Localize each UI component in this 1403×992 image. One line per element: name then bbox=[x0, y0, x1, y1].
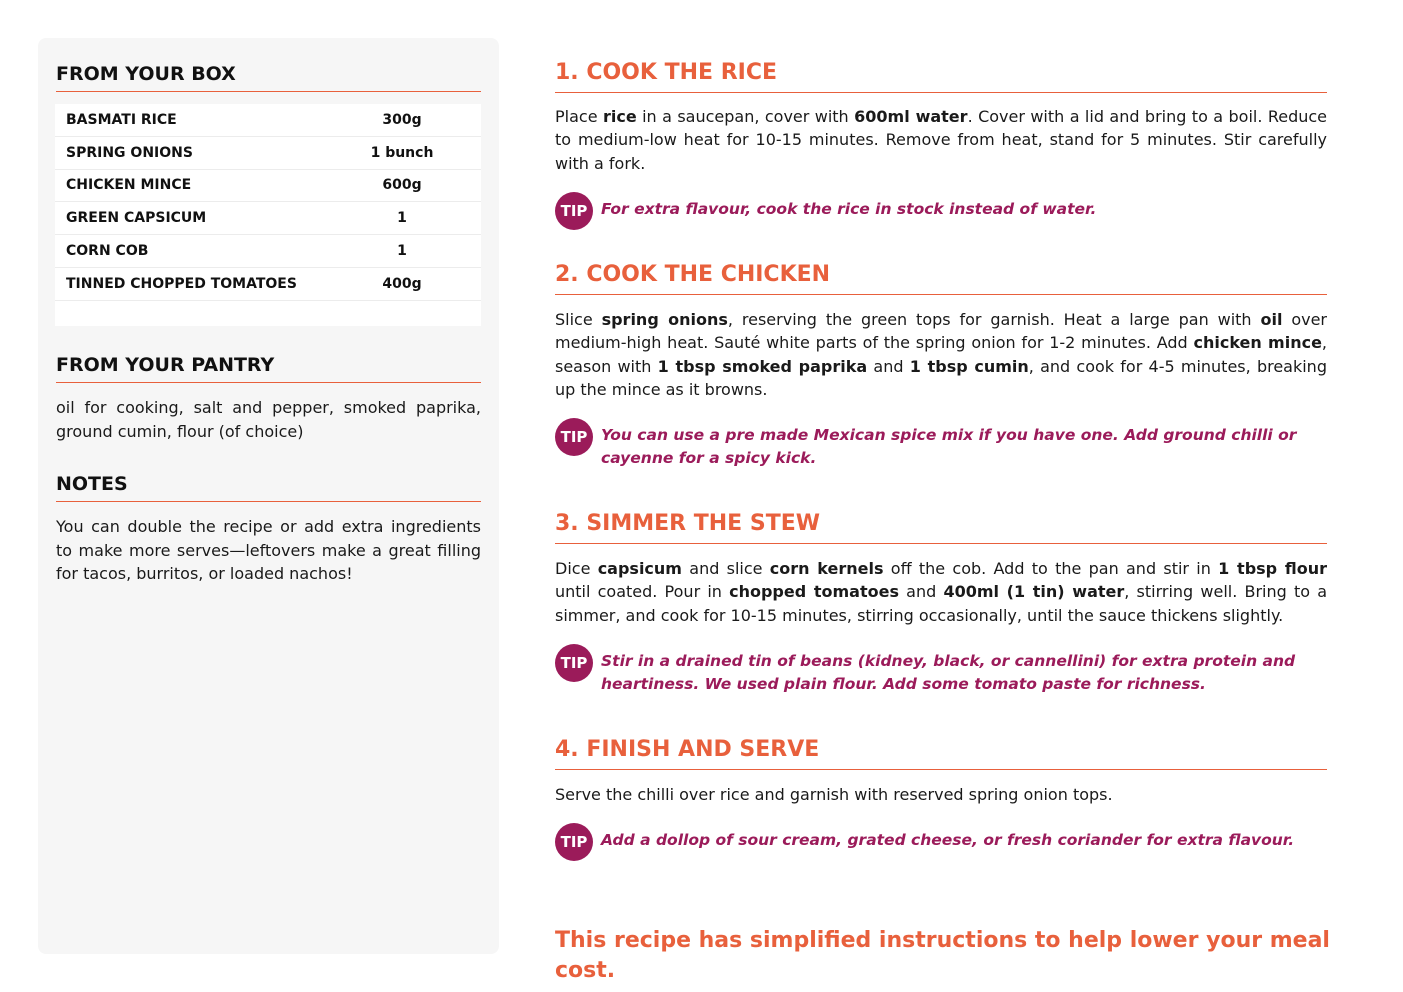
box-ingredients-table bbox=[55, 104, 481, 326]
step-2-title: 2. COOK THE CHICKEN bbox=[555, 262, 1327, 295]
bold-ingredient: oil bbox=[1260, 310, 1283, 329]
ingredient-qty: 400g bbox=[382, 275, 422, 292]
bold-ingredient: chopped tomatoes bbox=[729, 582, 899, 602]
pantry-items-text: oil for cooking, salt and pepper, smoked paprika, ground cumin, flour (of choice) bbox=[56, 398, 481, 441]
ingredient-row bbox=[55, 202, 481, 235]
box-section-title: FROM YOUR BOX bbox=[56, 63, 481, 92]
notes-text: You can double the recipe or add extra ingredients to make more serves—leftovers make a great filling for tacos, burritos, or loaded nachos! bbox=[56, 517, 481, 583]
bold-ingredient: 600ml water bbox=[854, 107, 968, 126]
cost-note: This recipe has simplified instructions to help lower your meal cost. bbox=[555, 928, 1330, 983]
pantry-section-title: FROM YOUR PANTRY bbox=[56, 354, 481, 383]
ingredient-name: TINNED CHOPPED TOMATOES bbox=[66, 275, 297, 292]
notes-section-title: NOTES bbox=[56, 473, 481, 502]
bold-ingredient: spring onions bbox=[601, 310, 728, 329]
bold-ingredient: capsicum bbox=[597, 559, 682, 578]
ingredient-qty: 600g bbox=[382, 177, 422, 194]
ingredient-name: BASMATI RICE bbox=[66, 111, 177, 128]
bold-ingredient: 1 tbsp flour bbox=[1218, 559, 1328, 578]
step-2-body: Slice spring onions, reserving the green tops for garnish. Heat a large pan with oil over medium-high heat. Sauté white parts of the spring onion for 1-2 minutes. Add chicken mince, season with 1 tbsp smoked paprika and 1 tbsp cumin, and cook for 4-5 minutes, breaking up the mince as it browns. bbox=[555, 310, 1328, 399]
step-3-body: Dice capsicum and slice corn kernels off the cob. Add to the pan and stir in 1 tbsp flour until coated. Pour in chopped tomatoes and 400ml (1 tin) water, stirring well. Bring to a simmer, and cook for 10-15 minutes, stirring occasionally, until the sauce thickens slightly. bbox=[555, 559, 1328, 625]
ingredient-row bbox=[55, 235, 481, 268]
ingredient-qty: 1 bunch bbox=[370, 144, 434, 161]
ingredient-row bbox=[55, 137, 481, 170]
step-3-tip-text: Stir in a drained tin of beans (kidney, black, or cannellini) for extra protein and heartiness. We used plain flour. Add some tomato paste for richness. bbox=[601, 652, 1296, 694]
step-1-title: 1. COOK THE RICE bbox=[555, 60, 1327, 93]
ingredient-row bbox=[55, 104, 481, 137]
step-3-title: 3. SIMMER THE STEW bbox=[555, 511, 1327, 544]
tip-badge: TIP bbox=[555, 823, 593, 861]
ingredient-name: CORN COB bbox=[66, 243, 149, 260]
ingredient-qty: 1 bbox=[397, 210, 407, 227]
bold-ingredient: 400ml (1 tin) water bbox=[943, 582, 1125, 602]
tip-badge: TIP bbox=[555, 192, 593, 230]
step-2-tip-text: You can use a pre made Mexican spice mix if you have one. Add ground chilli or cayenne for a spicy kick. bbox=[601, 426, 1297, 468]
ingredient-row bbox=[55, 170, 481, 203]
ingredient-qty: 1 bbox=[397, 243, 407, 260]
bold-ingredient: rice bbox=[602, 107, 637, 126]
ingredient-name: CHICKEN MINCE bbox=[66, 177, 192, 194]
bold-ingredient: corn kernels bbox=[769, 559, 884, 578]
step-1-tip-text: For extra flavour, cook the rice in stock instead of water. bbox=[601, 200, 1097, 218]
step-3-tip bbox=[555, 650, 1327, 697]
tip-badge: TIP bbox=[555, 644, 593, 682]
step-4-tip-text: Add a dollop of sour cream, grated cheese, or fresh coriander for extra flavour. bbox=[601, 831, 1295, 849]
ingredient-name: GREEN CAPSICUM bbox=[66, 210, 207, 227]
step-4-tip bbox=[555, 829, 1327, 861]
bold-ingredient: chicken mince bbox=[1193, 333, 1322, 353]
bold-ingredient: 1 tbsp cumin bbox=[909, 356, 1029, 376]
step-4-title: 4. FINISH AND SERVE bbox=[555, 737, 1327, 770]
tip-badge: TIP bbox=[555, 418, 593, 456]
ingredient-name: SPRING ONIONS bbox=[66, 144, 193, 161]
bold-ingredient: 1 tbsp smoked paprika bbox=[657, 356, 868, 376]
step-1-tip bbox=[555, 198, 1327, 230]
step-4-body: Serve the chilli over rice and garnish with reserved spring onion tops. bbox=[555, 785, 1113, 804]
ingredient-qty: 300g bbox=[382, 111, 422, 128]
ingredient-row bbox=[55, 268, 481, 301]
step-2-tip bbox=[555, 424, 1327, 471]
step-1-body: Place rice in a saucepan, cover with 600ml water. Cover with a lid and bring to a boil. Reduce to medium-low heat for 10-15 minutes. Remove from heat, stand for 5 minutes. Stir carefully with a fork. bbox=[555, 107, 1328, 173]
